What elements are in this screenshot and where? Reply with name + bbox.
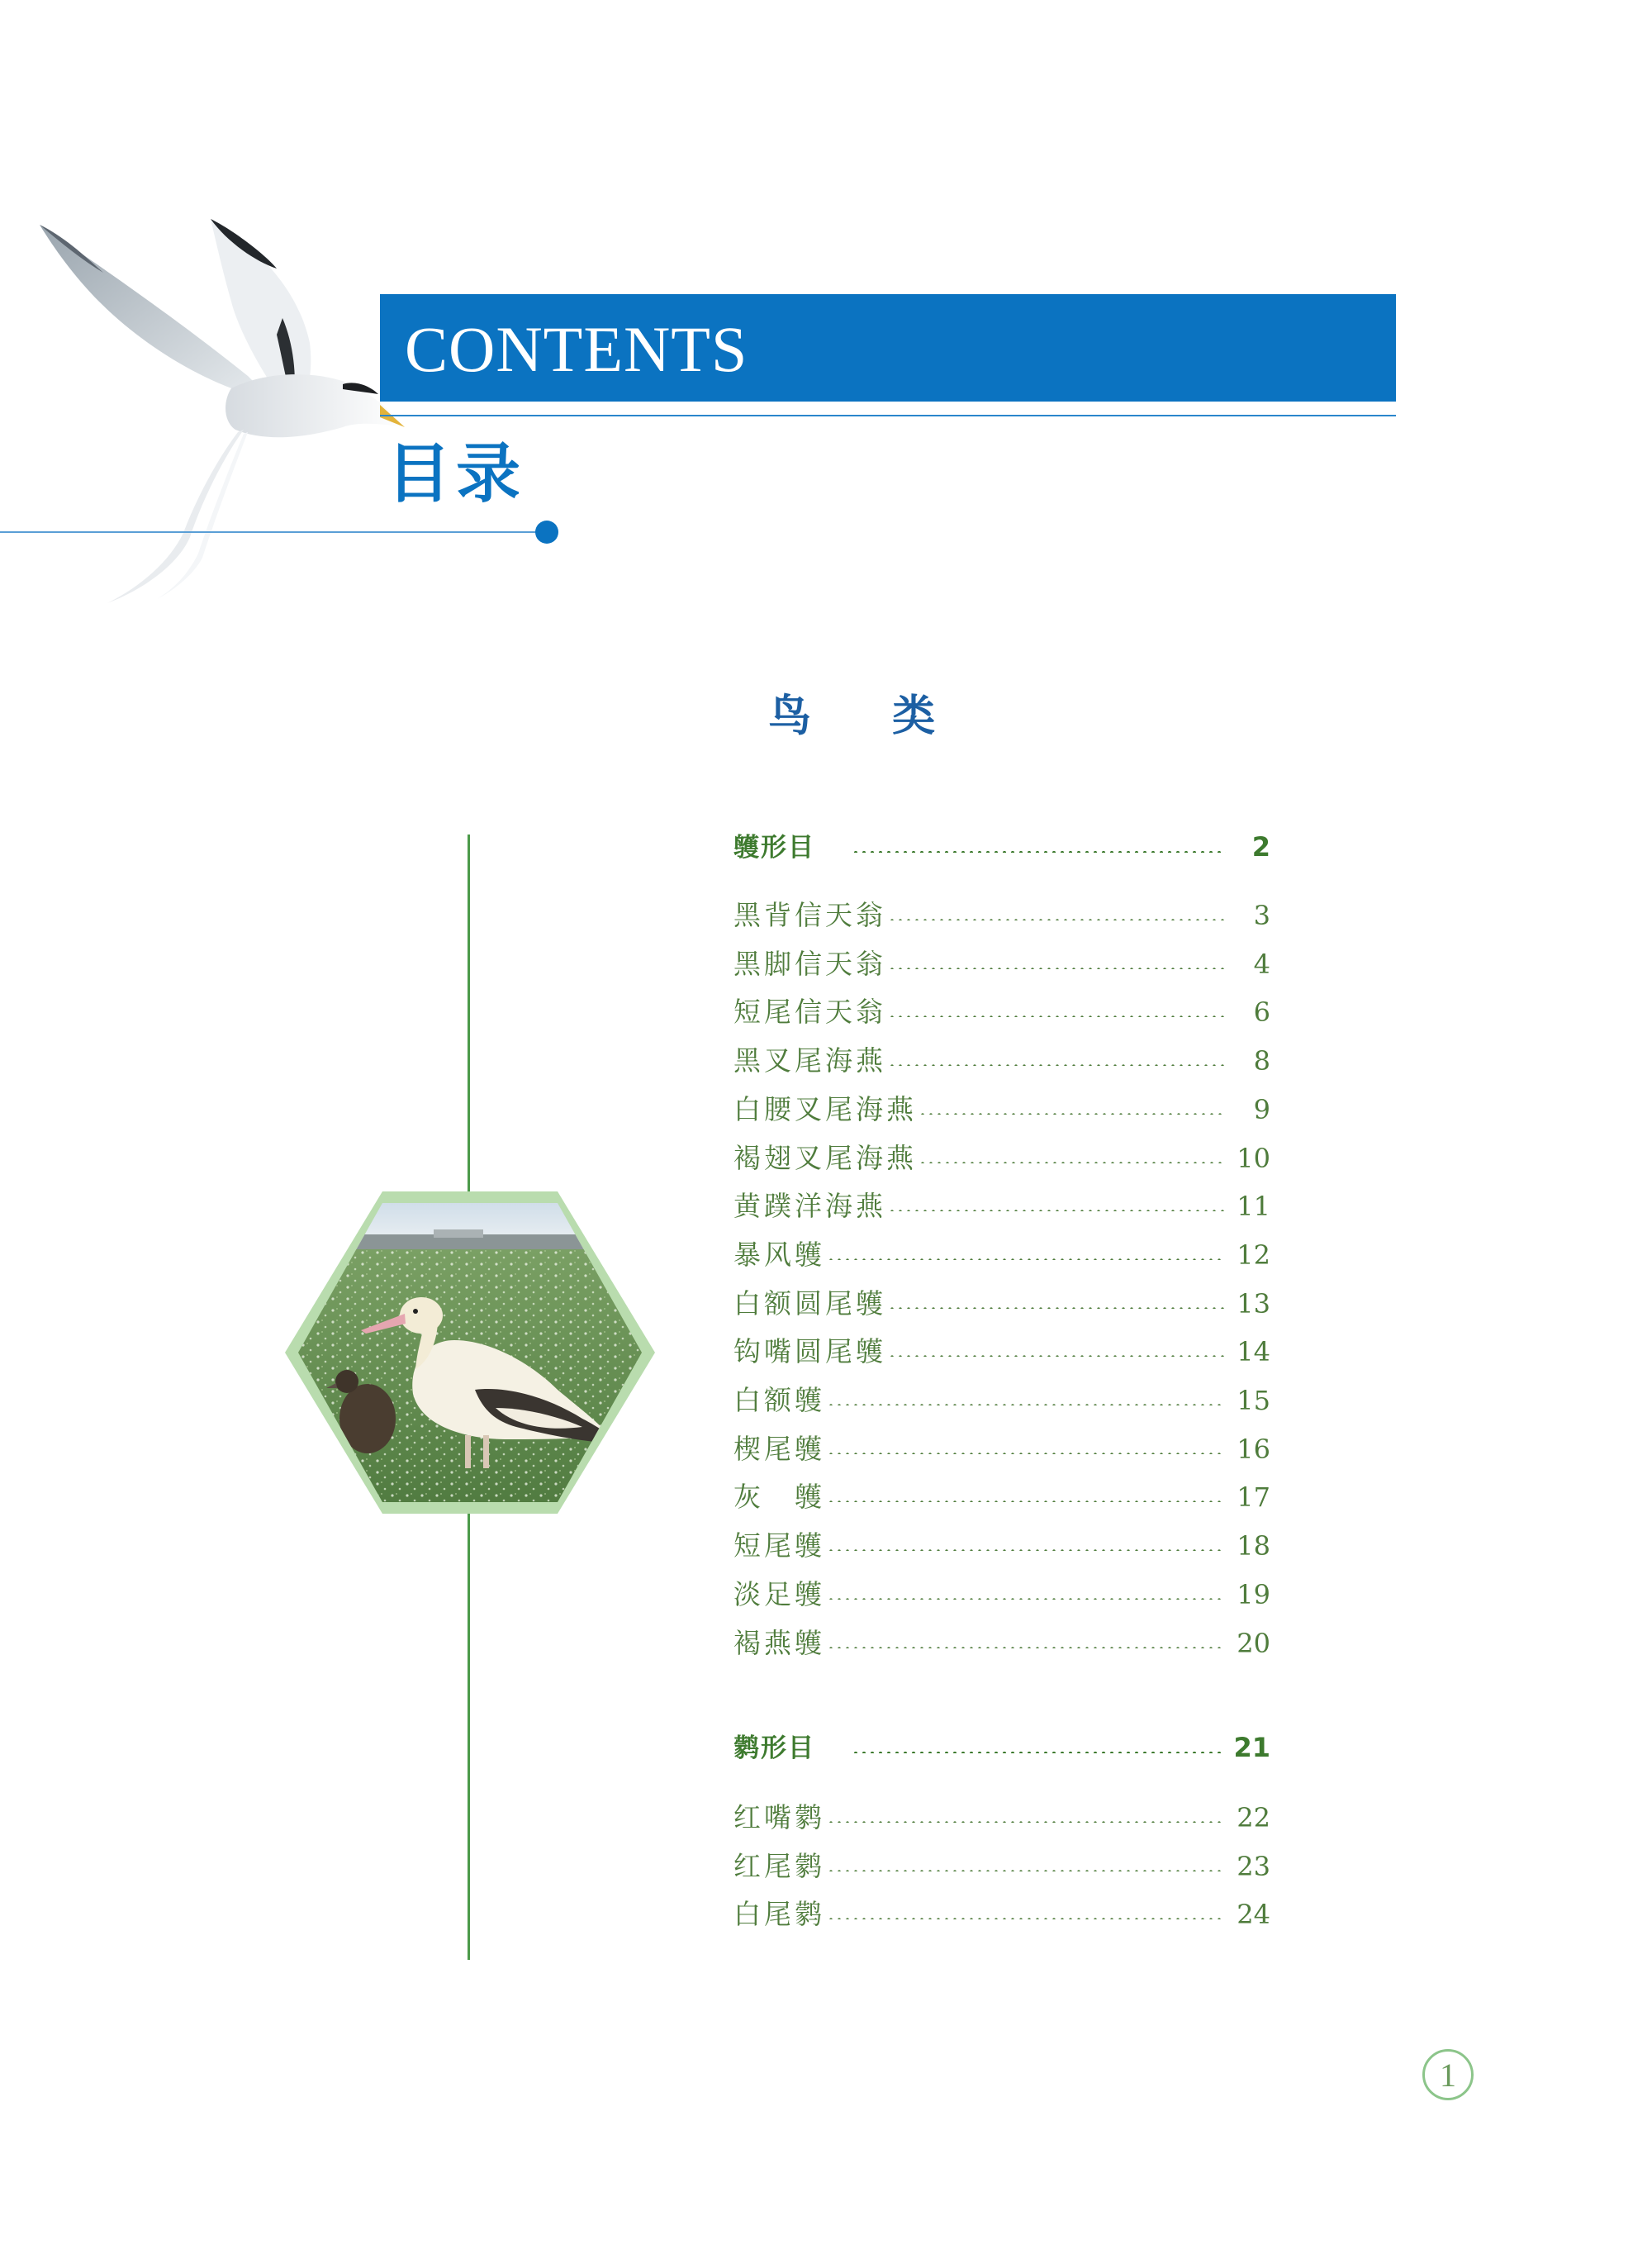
dot-leader: [827, 1918, 1225, 1919]
toc-order-heading[interactable]: [733, 826, 1270, 868]
toc-order-heading-page: 21: [1233, 1732, 1270, 1763]
toc-order-heading-page: 2: [1251, 831, 1270, 863]
dot-leader: [919, 1113, 1226, 1115]
dot-leader: [827, 1647, 1225, 1648]
toc-entry[interactable]: [733, 991, 1270, 1032]
toc-entry[interactable]: [733, 1796, 1270, 1838]
toc-entry[interactable]: [733, 1330, 1270, 1372]
hexagon-photo-frame: [285, 1191, 655, 1514]
toc-entry[interactable]: [733, 1137, 1270, 1178]
toc-entry-label: 白腰叉尾海燕: [733, 1093, 917, 1125]
toc-entry[interactable]: [733, 1282, 1270, 1324]
toc-entry-label: 黑脚信天翁: [733, 948, 886, 980]
toc-entry-label: 淡足鹱: [733, 1578, 825, 1610]
toc-entry-label: 暴风鹱: [733, 1239, 825, 1271]
toc-entry-page: 6: [1253, 996, 1270, 1028]
toc-entry[interactable]: [733, 1234, 1270, 1275]
dot-leader: [919, 1162, 1225, 1163]
title-rule-dot: [535, 521, 558, 544]
toc-entry-page: 22: [1237, 1802, 1270, 1833]
toc-entry-label: 红尾鹲: [733, 1850, 825, 1882]
toc-entry-label: 楔尾鹱: [733, 1433, 825, 1465]
dot-leader: [827, 1500, 1225, 1502]
toc-order-heading-label: 鹱形目: [733, 833, 815, 863]
toc-entry-label: 褐翅叉尾海燕: [733, 1142, 917, 1174]
toc-entry-label: 短尾鹱: [733, 1529, 825, 1562]
dot-leader: [827, 1598, 1225, 1600]
toc-entry-page: 24: [1237, 1899, 1270, 1930]
toc-entry-page: 11: [1237, 1191, 1270, 1222]
dot-leader: [888, 1307, 1225, 1309]
toc-entry-page: 13: [1237, 1288, 1270, 1320]
toc-entry[interactable]: [733, 1379, 1270, 1420]
page-number: 1: [1422, 2049, 1474, 2100]
chinese-title: 目录: [387, 437, 526, 511]
toc-entry-label: 黑背信天翁: [733, 899, 886, 931]
toc-entry-label: 灰 鹱: [733, 1481, 825, 1513]
toc-entry[interactable]: [733, 1622, 1270, 1663]
toc-order-heading[interactable]: [733, 1727, 1270, 1768]
dot-leader: [827, 1870, 1225, 1871]
toc-entry-label: 白额圆尾鹱: [733, 1287, 886, 1320]
dot-leader: [852, 1752, 1222, 1753]
toc-entry-page: 9: [1253, 1094, 1270, 1125]
title-rule: [0, 531, 545, 533]
dot-leader: [852, 851, 1226, 853]
toc-entry-label: 红嘴鹲: [733, 1801, 825, 1833]
dot-leader: [888, 919, 1226, 920]
toc-entry[interactable]: [733, 1039, 1270, 1081]
toc-entry[interactable]: [733, 1573, 1270, 1614]
toc-entry-page: 18: [1237, 1530, 1270, 1562]
toc-entry-page: 14: [1237, 1336, 1270, 1367]
dot-leader: [888, 1210, 1225, 1211]
toc-entry-label: 白额鹱: [733, 1384, 825, 1416]
toc-entry[interactable]: [733, 1088, 1270, 1129]
toc-entry-page: 17: [1237, 1481, 1270, 1513]
toc-entry-label: 黄蹼洋海燕: [733, 1190, 886, 1222]
dot-leader: [888, 968, 1226, 969]
toc-entry-page: 10: [1237, 1143, 1270, 1174]
toc-entry[interactable]: [733, 943, 1270, 984]
toc-entry[interactable]: [733, 1476, 1270, 1517]
toc-entry-label: 白尾鹲: [733, 1898, 825, 1930]
section-title: 鸟 类: [768, 691, 969, 741]
toc-entry[interactable]: [733, 1185, 1270, 1226]
dot-leader: [888, 1015, 1226, 1017]
toc-entry-page: 8: [1253, 1045, 1270, 1077]
dot-leader: [827, 1453, 1225, 1454]
toc-entry-page: 15: [1237, 1385, 1270, 1416]
toc-entry-label: 钩嘴圆尾鹱: [733, 1335, 886, 1367]
dot-leader: [827, 1821, 1225, 1823]
dot-leader: [827, 1404, 1225, 1405]
toc-entry-label: 短尾信天翁: [733, 996, 886, 1028]
banner-underline: [380, 415, 1396, 416]
toc-entry-label: 黑叉尾海燕: [733, 1044, 886, 1077]
toc-entry-page: 3: [1253, 900, 1270, 931]
contents-title: CONTENTS: [405, 313, 748, 385]
flying-bird-illustration: [25, 211, 405, 624]
toc-entry[interactable]: [733, 1524, 1270, 1566]
toc-entry-page: 16: [1237, 1434, 1270, 1465]
toc-entry[interactable]: [733, 1428, 1270, 1469]
toc-order-heading-label: 鹲形目: [733, 1733, 815, 1763]
toc-entry[interactable]: [733, 1893, 1270, 1934]
toc-entry-page: 19: [1237, 1579, 1270, 1610]
toc-entry-page: 20: [1237, 1628, 1270, 1659]
dot-leader: [888, 1064, 1226, 1066]
toc-entry-label: 褐燕鹱: [733, 1627, 825, 1659]
toc-entry[interactable]: [733, 894, 1270, 935]
dot-leader: [827, 1549, 1225, 1551]
toc-entry-page: 23: [1237, 1851, 1270, 1882]
dot-leader: [888, 1355, 1225, 1357]
toc-entry-page: 12: [1237, 1239, 1270, 1271]
toc-entry[interactable]: [733, 1845, 1270, 1886]
dot-leader: [827, 1258, 1225, 1260]
toc-entry-page: 4: [1253, 949, 1270, 980]
